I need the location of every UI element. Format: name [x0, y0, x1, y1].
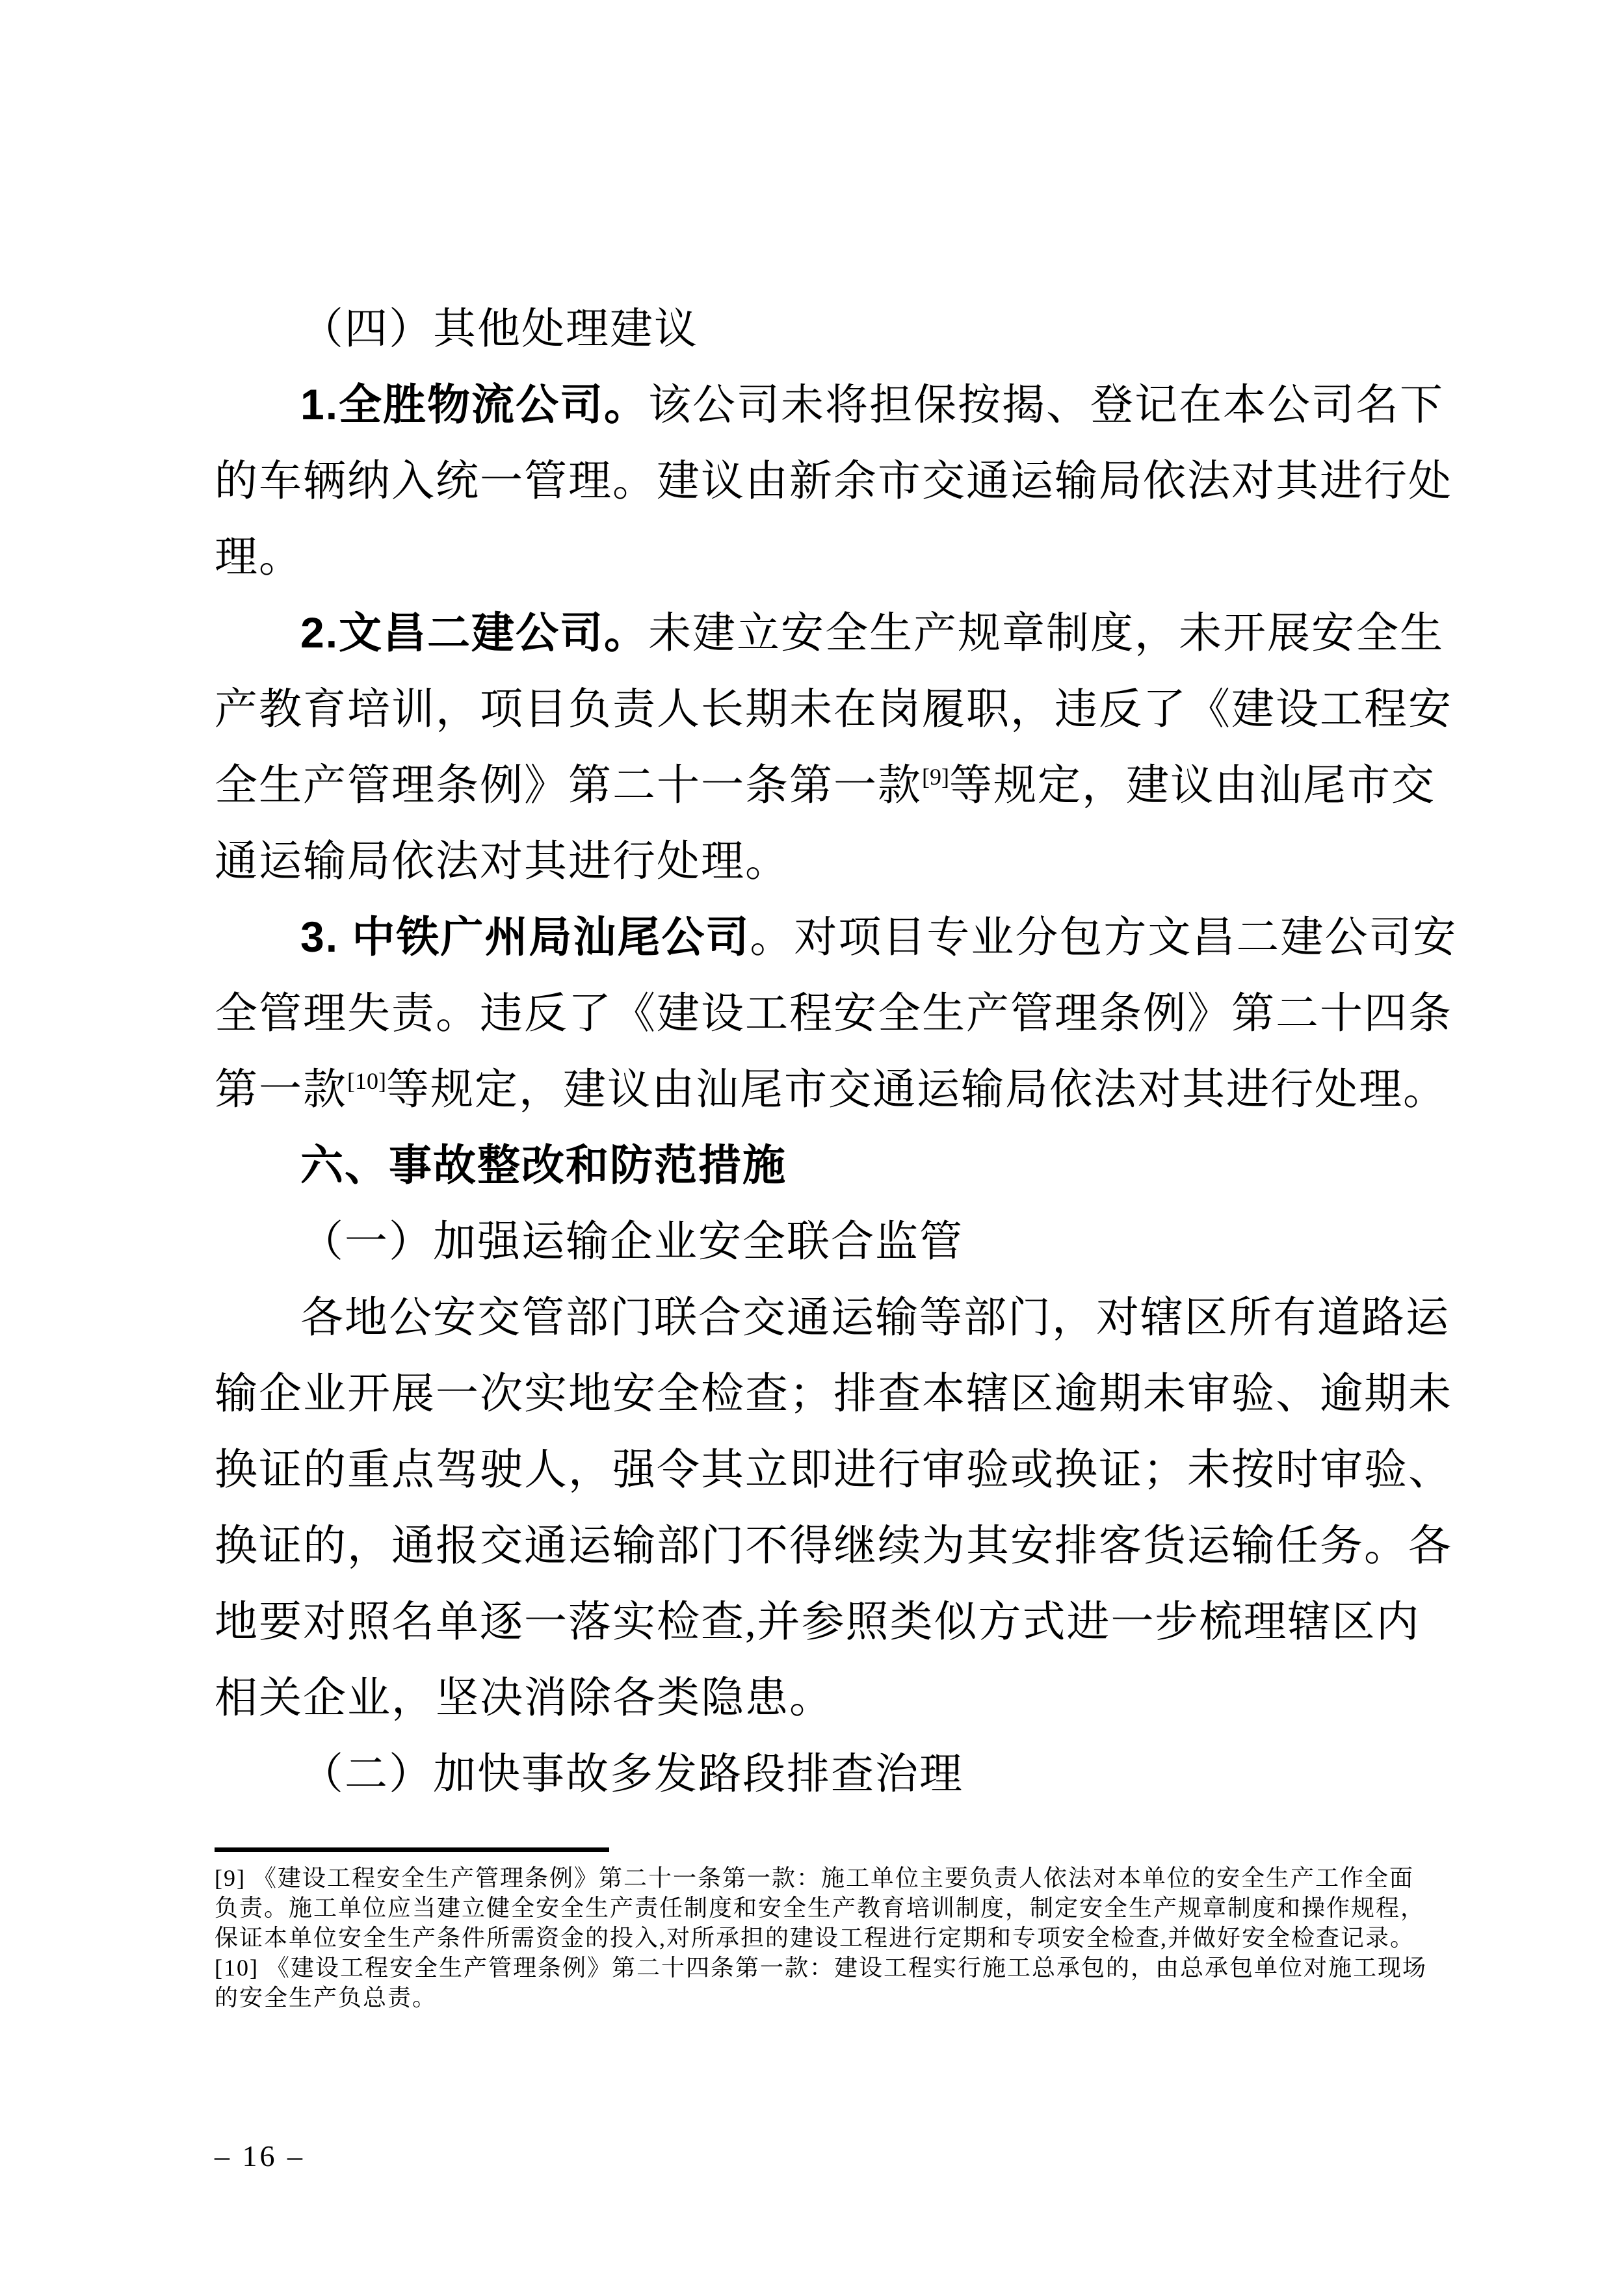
text-line [215, 823, 1424, 899]
line-text: 的车辆纳入统一管理。建议由新余市交通运输局依法对其进行处 [215, 458, 1452, 505]
line-text: 第一款 [215, 1066, 347, 1114]
line-text: （四）其他处理建议 [300, 306, 698, 353]
line-text: 全管理失责。违反了《建设工程安全生产管理条例》第二十四条 [215, 990, 1452, 1037]
text-line [215, 1584, 1424, 1660]
text-line [215, 1127, 1424, 1203]
page-number: – 16 – [215, 2139, 305, 2172]
bold-company-name: 3. 中铁广州局汕尾公司 [300, 913, 750, 961]
text-line [215, 1279, 1450, 1355]
line-text: 理。 [215, 534, 303, 581]
footnote-separator [215, 1847, 609, 1852]
line-text: 。对项目专业分包方文昌二建公司安 [750, 914, 1458, 961]
line-text: 输企业开展一次实地安全检查；排查本辖区逾期未审验、逾期未 [215, 1370, 1452, 1418]
text-line [215, 1660, 1424, 1736]
main-text-block [215, 291, 1458, 1812]
line-text: 未建立安全生产规章制度，未开展安全生 [648, 610, 1445, 657]
text-line [215, 595, 1445, 671]
line-text: 相关企业，坚决消除各类隐患。 [215, 1675, 833, 1722]
text-line [215, 291, 1424, 367]
text-line [215, 975, 1452, 1051]
line-text: 产教育培训，项目负责人长期未在岗履职，违反了《建设工程安 [215, 686, 1452, 733]
text-line [215, 1203, 1424, 1279]
footnote-line: 的安全生产负总责。 [215, 1985, 438, 2011]
bold-company-name: 1.全胜物流公司。 [300, 380, 649, 428]
line-text: （二）加快事故多发路段排查治理 [300, 1751, 964, 1798]
footnote-ref: [10] [347, 1068, 386, 1094]
footnotes-block [215, 1863, 1427, 2013]
footnote-line: [9] 《建设工程安全生产管理条例》第二十一条第一款：施工单位主要负责人依法对本单位的安全生产工作全面 [215, 1865, 1414, 1891]
bold-company-name: 2.文昌二建公司。 [300, 608, 649, 657]
text-line [215, 671, 1452, 747]
line-text: 六、事故整改和防范措施 [300, 1141, 787, 1189]
line-text: 通运输局依法对其进行处理。 [215, 838, 789, 885]
footnote-line: [10] 《建设工程安全生产管理条例》第二十四条第一款：建设工程实行施工总承包的，由总承包单位对施工现场 [215, 1955, 1427, 1981]
line-text: （一）加强运输企业安全联合监管 [300, 1218, 964, 1266]
footnote-line: 负责。施工单位应当建立健全安全生产责任制度和安全生产教育培训制度，制定安全生产规章制度和操作规程， [215, 1895, 1426, 1921]
text-line [215, 899, 1458, 975]
line-text: 各地公安交管部门联合交通运输等部门，对辖区所有道路运 [300, 1294, 1450, 1342]
line-text: 该公司未将担保按揭、登记在本公司名下 [648, 382, 1445, 429]
text-line [215, 747, 1436, 823]
text-line [215, 1431, 1452, 1507]
text-line [215, 1051, 1447, 1127]
line-text: 换证的，通报交通运输部门不得继续为其安排客货运输任务。各 [215, 1522, 1452, 1570]
text-line [215, 1355, 1452, 1431]
text-line [215, 519, 1424, 595]
text-line [215, 443, 1452, 519]
footnote-line: 保证本单位安全生产条件所需资金的投入,对所承担的建设工程进行定期和专项安全检查,并做好安全检查记录。 [215, 1925, 1415, 1951]
line-text-after-ref: 等规定，建议由汕尾市交 [949, 762, 1436, 809]
line-text: 全生产管理条例》第二十一条第一款 [215, 762, 922, 809]
line-text-after-ref: 等规定，建议由汕尾市交通运输局依法对其进行处理。 [386, 1066, 1447, 1114]
line-text: 换证的重点驾驶人，强令其立即进行审验或换证；未按时审验、 [215, 1446, 1452, 1494]
line-text: 地要对照名单逐一落实检查,并参照类似方式进一步梳理辖区内 [215, 1598, 1421, 1646]
text-line [215, 1736, 1424, 1812]
text-line [215, 367, 1445, 443]
footnote-ref: [9] [922, 764, 949, 790]
text-line [215, 1507, 1452, 1584]
